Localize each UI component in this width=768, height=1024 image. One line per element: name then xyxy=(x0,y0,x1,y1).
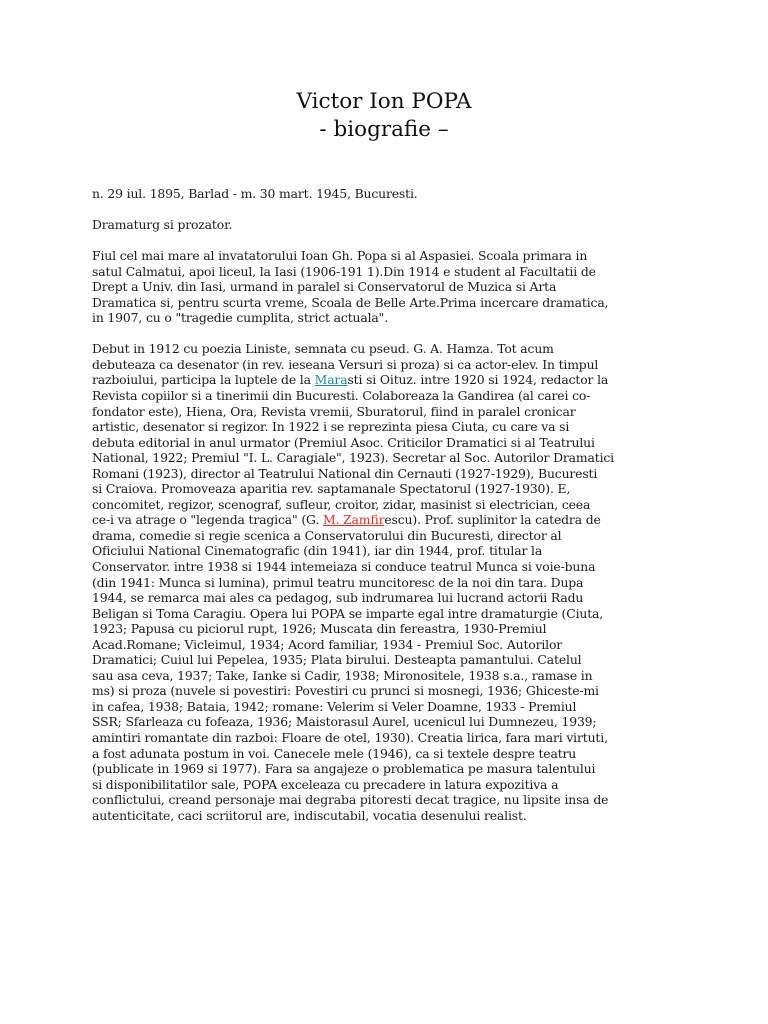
text-line: si Craiova. Promoveaza aparitia rev. saptamanale Spectatorul (1927-1930). E, xyxy=(92,481,571,497)
text-line: drama, comedie si regie scenica a Conservatorului din Bucuresti, director al xyxy=(92,527,562,543)
text-line: concomitet, regizor, scenograf, sufleur, croitor, zidar, masinist si electrician, ceea xyxy=(92,496,591,512)
text-line: Debut in 1912 cu poezia Liniste, semnata cu pseud. G. A. Hamza. Tot acum xyxy=(92,341,554,357)
title-name: Victor Ion POPA xyxy=(296,89,472,114)
text-segment: sti si Oituz. intre 1920 si 1924, redactor la xyxy=(347,372,609,388)
zamfirescu-link[interactable]: M. Zamfir xyxy=(322,512,385,528)
text-line: sau asa ceva, 1937; Take, Ianke si Cadir, 1938; Mironositele, 1938 s.a., ramase in xyxy=(92,667,593,683)
text-line: autenticitate, caci scriitorul are, indiscutabil, vocatia desenului realist. xyxy=(92,807,527,823)
document-title xyxy=(0,88,768,144)
paragraph-career xyxy=(92,341,682,823)
occupation-line: Dramaturg si prozator. xyxy=(92,217,233,233)
text-line: debuta editorial in anul urmator (Premiul Asoc. Criticilor Dramatici si al Teatrului xyxy=(92,434,595,450)
text-line: Conservator. intre 1938 si 1944 intemeiaza si conduce teatrul Munca si voie-buna xyxy=(92,558,596,574)
marasesti-link[interactable]: Mara xyxy=(314,372,348,388)
text-line: Dramatica si, pentru scurta vreme, Scoala de Belle Arte.Prima incercare dramatica, xyxy=(92,294,609,310)
birth-death-line: n. 29 iul. 1895, Barlad - m. 30 mart. 1945, Bucuresti. xyxy=(92,186,418,201)
text-line: debuteaza ca desenator (in rev. ieseana Versuri si proza) si ca actor-elev. In timpul xyxy=(92,356,599,372)
text-segment: ce-i va atrage o "legenda tragica" (G. xyxy=(92,512,323,528)
text-line: Acad.Romane; Vicleimul, 1934; Acord familiar, 1934 - Premiul Soc. Autorilor xyxy=(92,636,563,652)
text-line: Revista copiilor si a tinerimii din Bucuresti. Colaboreaza la Gandirea (al carei co- xyxy=(92,387,591,403)
text-line: in 1907, cu o "tragedie cumplita, strict actuala". xyxy=(92,310,388,326)
text-line: 1923; Papusa cu piciorul rupt, 1926; Muscata din fereastra, 1930-Premiul xyxy=(92,621,547,637)
text-line xyxy=(92,372,682,388)
paragraph-childhood xyxy=(92,248,682,326)
text-line xyxy=(92,512,682,528)
text-line: ms) si proza (nuvele si povestiri: Povestiri cu prunci si mosnegi, 1936; Ghiceste-mi xyxy=(92,683,599,699)
text-line: satul Calmatui, apoi liceul, la Iasi (1906-191 1).Din 1914 e student al Facultatii de xyxy=(92,263,596,279)
text-line: fondator este), Hiena, Ora, Revista vremii, Sburatorul, fiind in paralel cronicar xyxy=(92,403,576,419)
text-line: Dramatici; Cuiul lui Pepelea, 1935; Plata birului. Desteapta pamantului. Catelul xyxy=(92,652,582,668)
text-line: (publicate in 1969 si 1977). Fara sa angajeze o problematica pe masura talentului xyxy=(92,761,596,777)
text-line: conflictului, creand personaje mai degraba pitoresti decat tragice, nu lipsite insa de xyxy=(92,792,609,808)
text-line: si disponibilitatilor sale, POPA exceleaza cu precadere in latura expozitiva a xyxy=(92,776,559,792)
title-subtitle: - biografie – xyxy=(319,117,449,142)
text-line: Fiul cel mai mare al invatatorului Ioan Gh. Popa si al Aspasiei. Scoala primara in xyxy=(92,248,588,264)
text-line: Beligan si Toma Caragiu. Opera lui POPA se imparte egal intre dramaturgie (Ciuta, xyxy=(92,605,604,621)
text-line: Oficiului National Cinematografic (din 1941), iar din 1944, prof. titular la xyxy=(92,543,543,559)
text-line: 1944, se remarca mai ales ca pedagog, sub indrumarea lui lucrand actorii Radu xyxy=(92,590,584,606)
text-line: a fost adunata postum in voi. Canecele mele (1946), ca si textele despre teatru xyxy=(92,745,577,761)
text-line: SSR; Sfarleaza cu fofeaza, 1936; Maistorasul Aurel, ucenicul lui Dumnezeu, 1939; xyxy=(92,714,597,730)
text-segment: razboiului, participa la luptele de la xyxy=(92,372,315,388)
text-line: (din 1941: Munca si lumina), primul teatru muncitoresc de la noi din tara. Dupa xyxy=(92,574,584,590)
text-line: artistic, desenator si regizor. In 1922 i se reprezinta piesa Ciuta, cu care va si xyxy=(92,419,570,435)
text-line: Drept a Univ. din Iasi, urmand in paralel si Conservatorul de Muzica si Arta xyxy=(92,279,557,295)
text-line: Romani (1923), director al Teatrului National din Cernauti (1927-1929), Bucuresti xyxy=(92,465,598,481)
text-line: in cafea, 1938; Bataia, 1942; romane: Velerim si Veler Doamne, 1933 - Premiul xyxy=(92,698,577,714)
text-line: amintiri romantate din razboi: Floare de otel, 1930). Creatia lirica, fara mari virtuti, xyxy=(92,730,608,745)
text-line: National, 1922; Premiul "I. L. Caragiale", 1923). Secretar al Soc. Autorilor Dramatici xyxy=(92,450,614,466)
document-body xyxy=(92,186,682,823)
text-segment: escu). Prof. suplinitor la catedra de xyxy=(384,512,601,528)
